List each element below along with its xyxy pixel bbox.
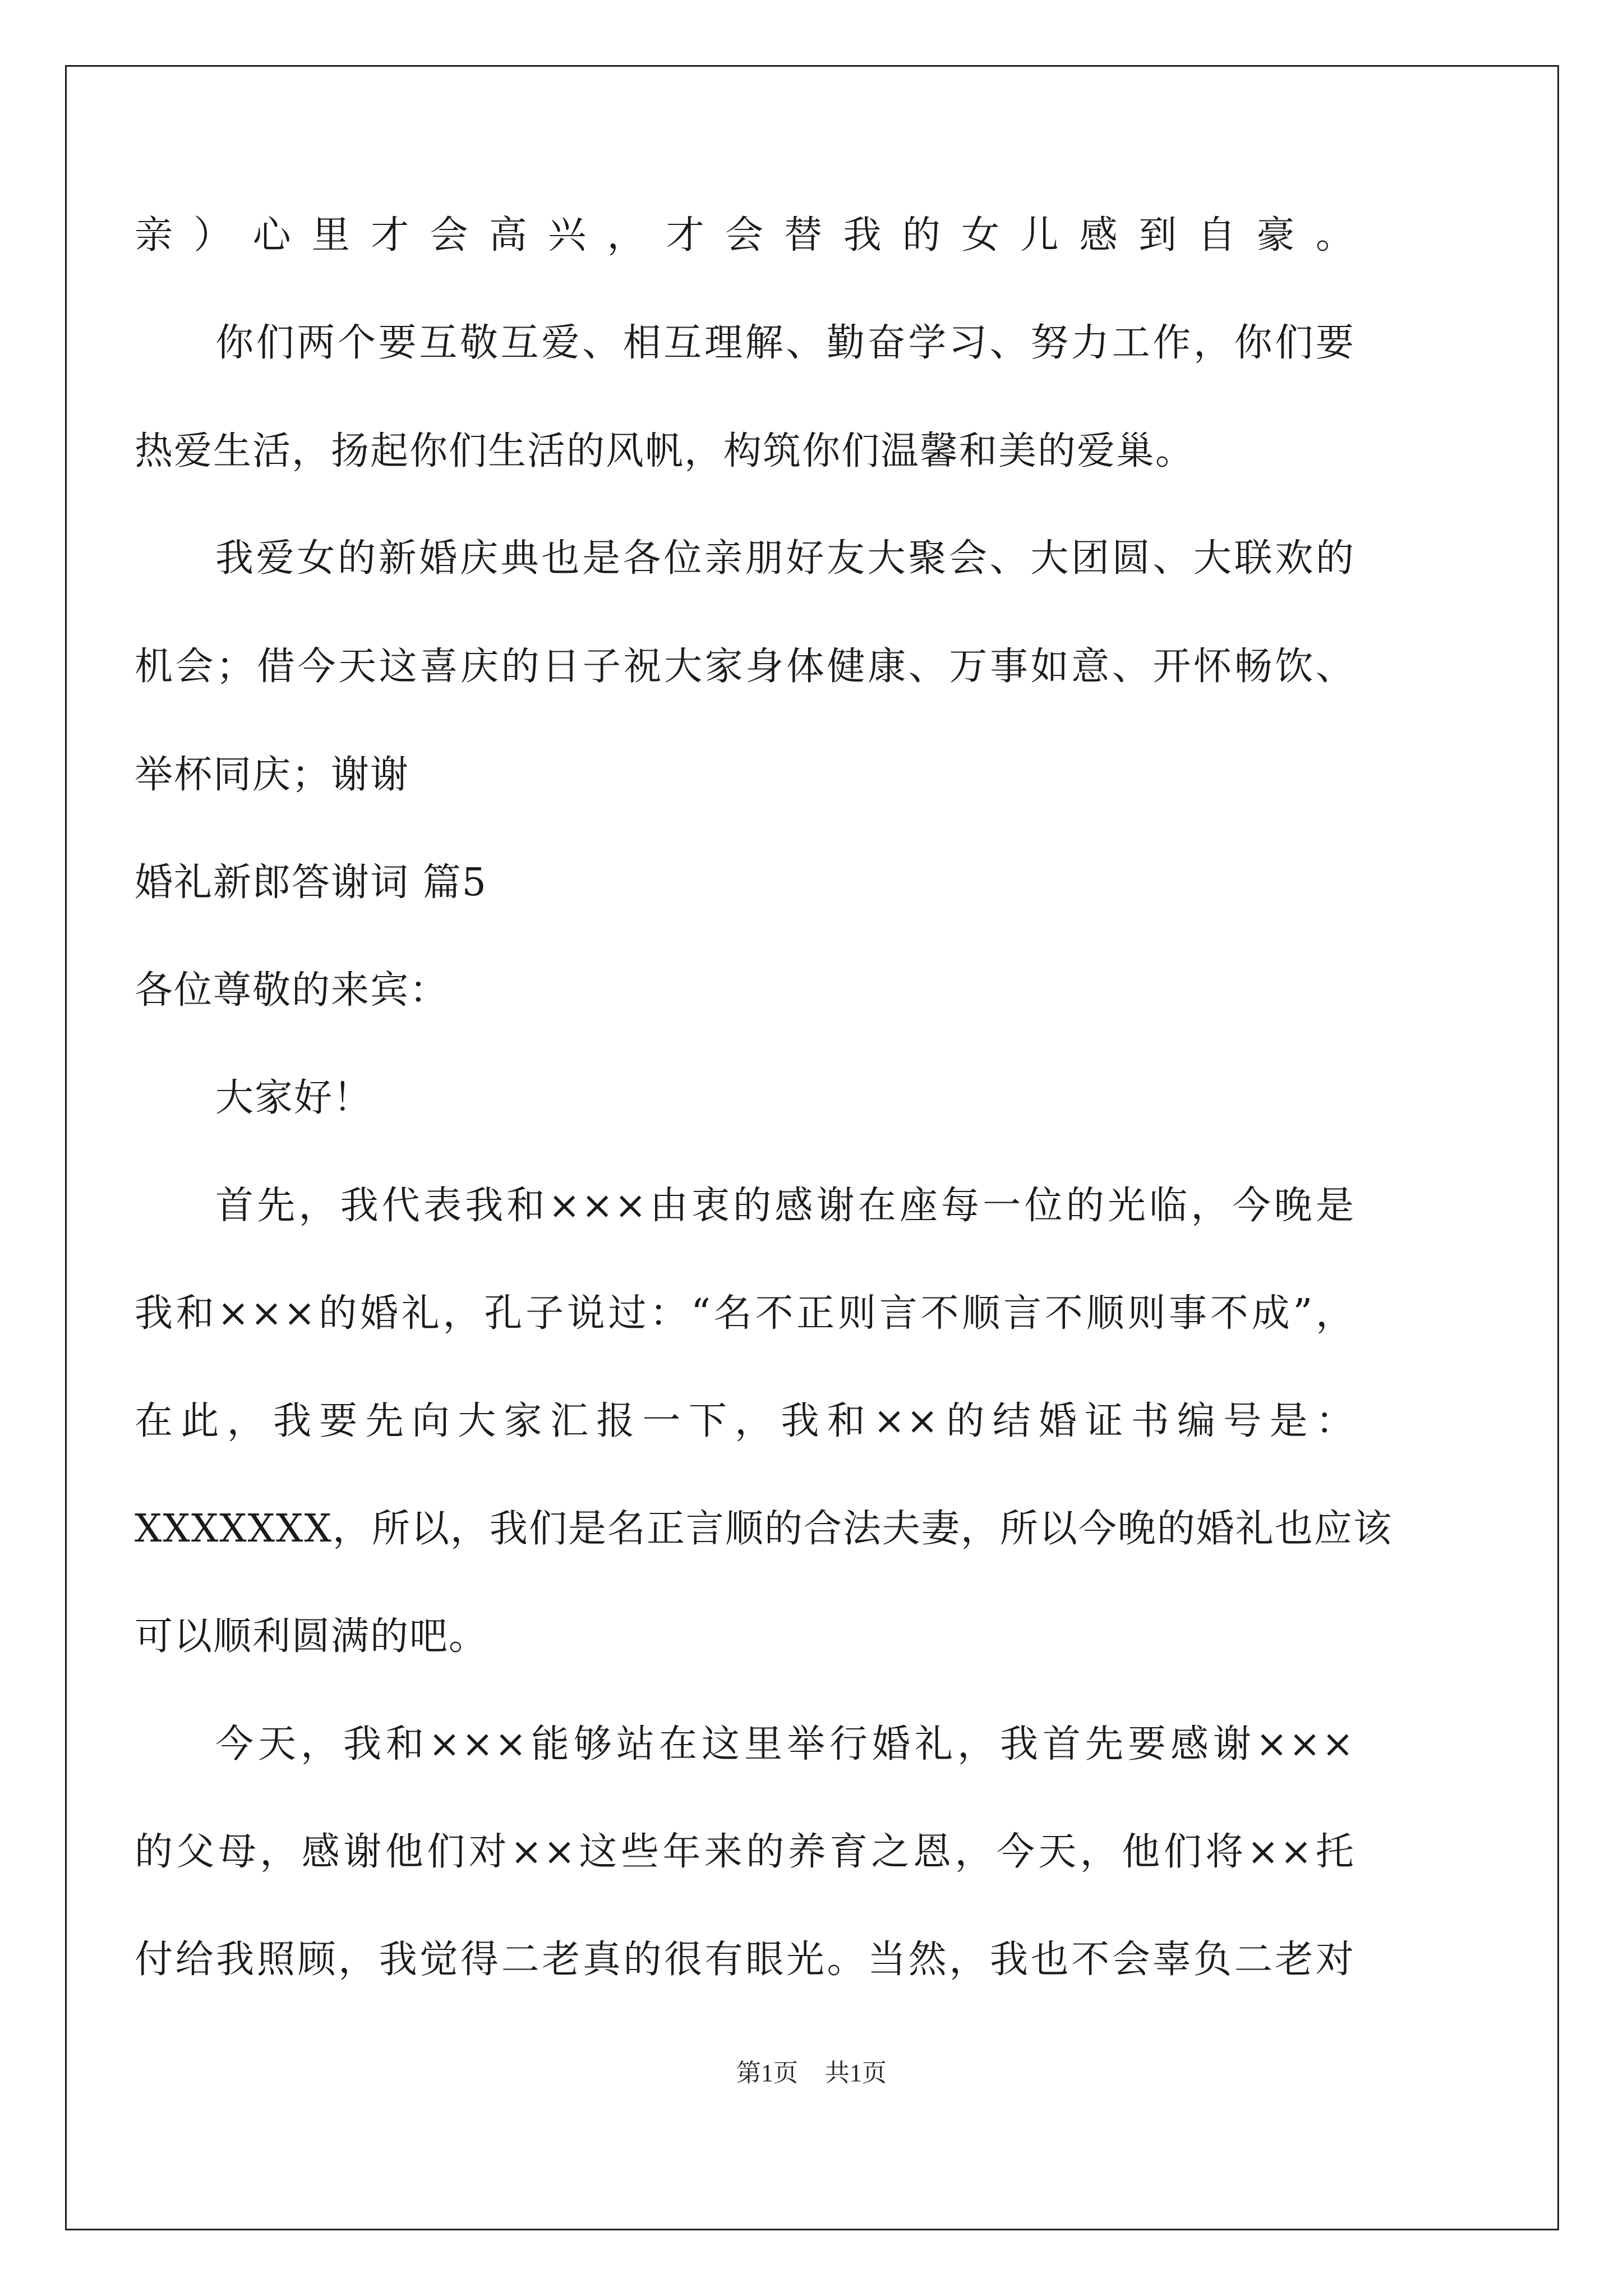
page-number-total: 共1页 xyxy=(825,2059,887,2087)
salutation: 各位尊敬的来宾： xyxy=(135,968,449,1013)
paragraph-line: 我爱女的新婚庆典也是各位亲朋好友大聚会、大团圆、大联欢的 xyxy=(215,536,1355,581)
section-heading: 婚礼新郎答谢词 篇5 xyxy=(135,861,487,905)
paragraph-line: 今天，我和×××能够站在这里举行婚礼，我首先要感谢××× xyxy=(215,1722,1355,1766)
page-frame xyxy=(65,65,1559,2230)
paragraph-line: 付给我照顾，我觉得二老真的很有眼光。当然，我也不会辜负二老对 xyxy=(135,1938,1355,1982)
page-number-current: 第1页 xyxy=(736,2059,798,2087)
paragraph-line: 你们两个要互敬互爱、相互理解、勤奋学习、努力工作，你们要 xyxy=(215,321,1355,365)
paragraph-line: 的父母，感谢他们对××这些年来的养育之恩，今天，他们将××托 xyxy=(135,1830,1355,1874)
paragraph-line: 我和×××的婚礼，孔子说过：“名不正则言不顺言不顺则事不成”， xyxy=(135,1291,1355,1336)
paragraph-line: 机会；借今天这喜庆的日子祝大家身体健康、万事如意、开怀畅饮、 xyxy=(135,645,1355,689)
paragraph-line: 首先，我代表我和×××由衷的感谢在座每一位的光临，今晚是 xyxy=(215,1184,1355,1228)
paragraph-line: 亲）心里才会高兴，才会替我的女儿感到自豪。 xyxy=(135,213,1355,257)
paragraph-line: 举杯同庆；谢谢 xyxy=(135,753,410,797)
paragraph-line: 热爱生活，扬起你们生活的风帆，构筑你们温馨和美的爱巢。 xyxy=(135,429,1195,473)
greeting: 大家好！ xyxy=(215,1076,373,1120)
paragraph-line: 在此，我要先向大家汇报一下，我和××的结婚证书编号是： xyxy=(135,1399,1355,1443)
page-footer xyxy=(0,2058,1623,2089)
paragraph-line: 可以顺利圆满的吧。 xyxy=(135,1614,488,1659)
paragraph-line: XXXXXXX，所以，我们是名正言顺的合法夫妻，所以今晚的婚礼也应该 xyxy=(135,1507,1393,1551)
